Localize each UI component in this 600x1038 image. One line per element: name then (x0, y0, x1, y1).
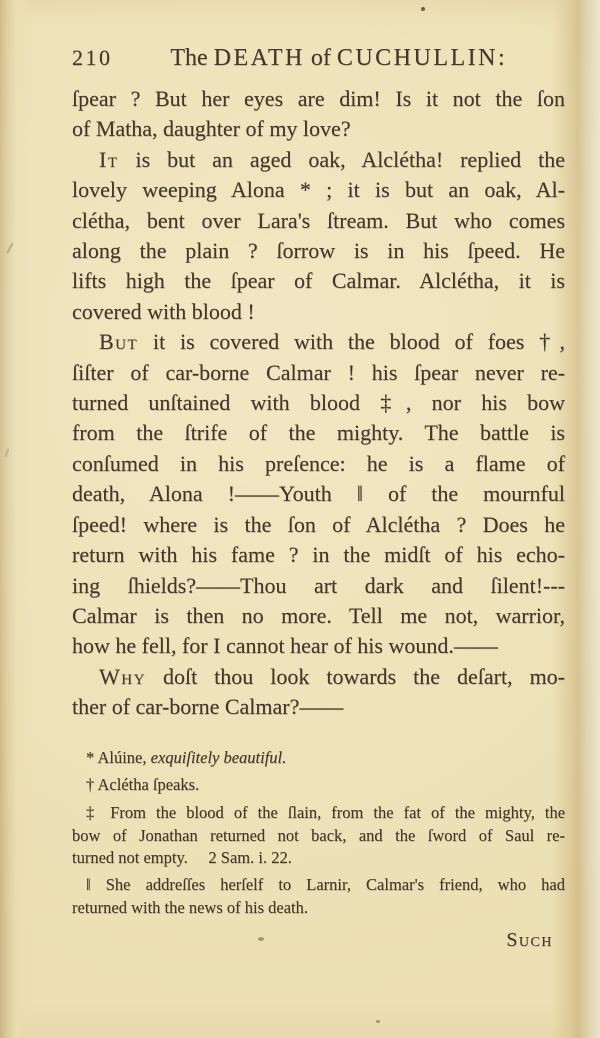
text-line: Calmar is then no more. Tell me not, warrior, (72, 602, 565, 628)
smallcaps-word: Why (99, 663, 146, 689)
line-text: From the blood of the ſlain, from the fat of the mighty, the (110, 803, 566, 823)
text-line: ſpeed! where is the ſon of Alclétha ? Does he (72, 511, 565, 537)
text-line: clétha, bent over Lara's ſtream. But who comes (72, 207, 565, 233)
footnote-marker: ‡ (86, 803, 101, 823)
text-line: return with his fame ? in the midſt of his echo- (72, 542, 565, 568)
line-text: Alúine, (97, 748, 147, 767)
text-line: turned unſtained with blood ‡, nor his bow (72, 390, 565, 416)
text-line: ſiſter of car-borne Calmar ! his ſpear never re- (72, 359, 565, 385)
page-header (72, 45, 565, 72)
text-line: of Matha, daughter of my love? (72, 116, 351, 142)
smallcaps-word: It (99, 146, 119, 172)
footnote-dagger (72, 774, 565, 797)
ink-speck (421, 7, 425, 11)
line-text-italic: exquiſitely beautiful. (150, 748, 287, 767)
footnote-double-dagger (72, 802, 565, 870)
text-line: conſumed in his preſence: he is a flame of (72, 450, 565, 476)
text-line (72, 802, 565, 825)
title-word-cuchullin: CUCHULLIN: (336, 45, 508, 71)
text-line: returned with the news of his death. (72, 897, 308, 917)
text-line: ing ſhields?——Thou art dark and ſilent!--- (72, 572, 565, 598)
footnote-marker: ‖ (86, 874, 91, 894)
margin-scratch (5, 448, 9, 457)
footnote-asterisk (72, 747, 565, 770)
body-text (72, 84, 565, 723)
text-line: from the ſtrife of the mighty. The battle is (72, 420, 565, 446)
line-text: doſt thou look towards the deſart, mo- (162, 663, 566, 689)
footnote-parallels (72, 874, 565, 919)
footnotes-section (72, 747, 565, 923)
text-line (72, 145, 565, 175)
text-line (72, 662, 565, 692)
title-word-the: The (170, 45, 208, 71)
text-line (72, 327, 565, 357)
text-line: turned not empty. 2 Sam. i. 22. (72, 848, 292, 868)
page-number: 210 (72, 45, 113, 70)
text-line: along the plain ? ſorrow is in his ſpeed. He (72, 238, 565, 264)
footnote-marker: * (86, 748, 95, 767)
text-line: ther of car-borne Calmar?—— (72, 694, 344, 720)
line-text: Aclétha ſpeaks. (97, 774, 200, 794)
text-line: death, Alona !——Youth ‖ of the mournful (72, 481, 565, 507)
line-text: She addreſſes herſelf to Larnir, Calmar's friend, who had (105, 874, 566, 894)
text-line: lifts high the ſpear of Calmar. Alclétha, it is (72, 268, 565, 294)
ink-speck (258, 937, 264, 941)
text-line: lovely weeping Alona * ; it is but an oak, Al- (72, 177, 565, 203)
line-text: it is covered with the blood of foes †, (153, 329, 565, 355)
title-word-of: of (310, 45, 331, 71)
ink-speck (376, 1020, 380, 1023)
footnote-marker: † (86, 774, 95, 794)
catchword: Such (506, 929, 553, 951)
text-line (72, 874, 565, 897)
smallcaps-word: But (99, 329, 139, 355)
title-word-death: DEATH (213, 45, 305, 71)
text-line: how he fell, for I cannot hear of his wound.—— (72, 633, 498, 659)
running-title (113, 45, 566, 72)
text-line: covered with blood ! (72, 298, 255, 324)
text-line: ſpear ? But her eyes are dim! Is it not the ſon (72, 86, 565, 111)
text-line (72, 747, 565, 770)
text-line (72, 774, 565, 797)
text-line: bow of Jonathan returned not back, and the ſword of Saul re- (72, 825, 565, 845)
line-text: is but an aged oak, Alclétha! replied the (135, 146, 566, 172)
margin-scratch (6, 242, 13, 253)
